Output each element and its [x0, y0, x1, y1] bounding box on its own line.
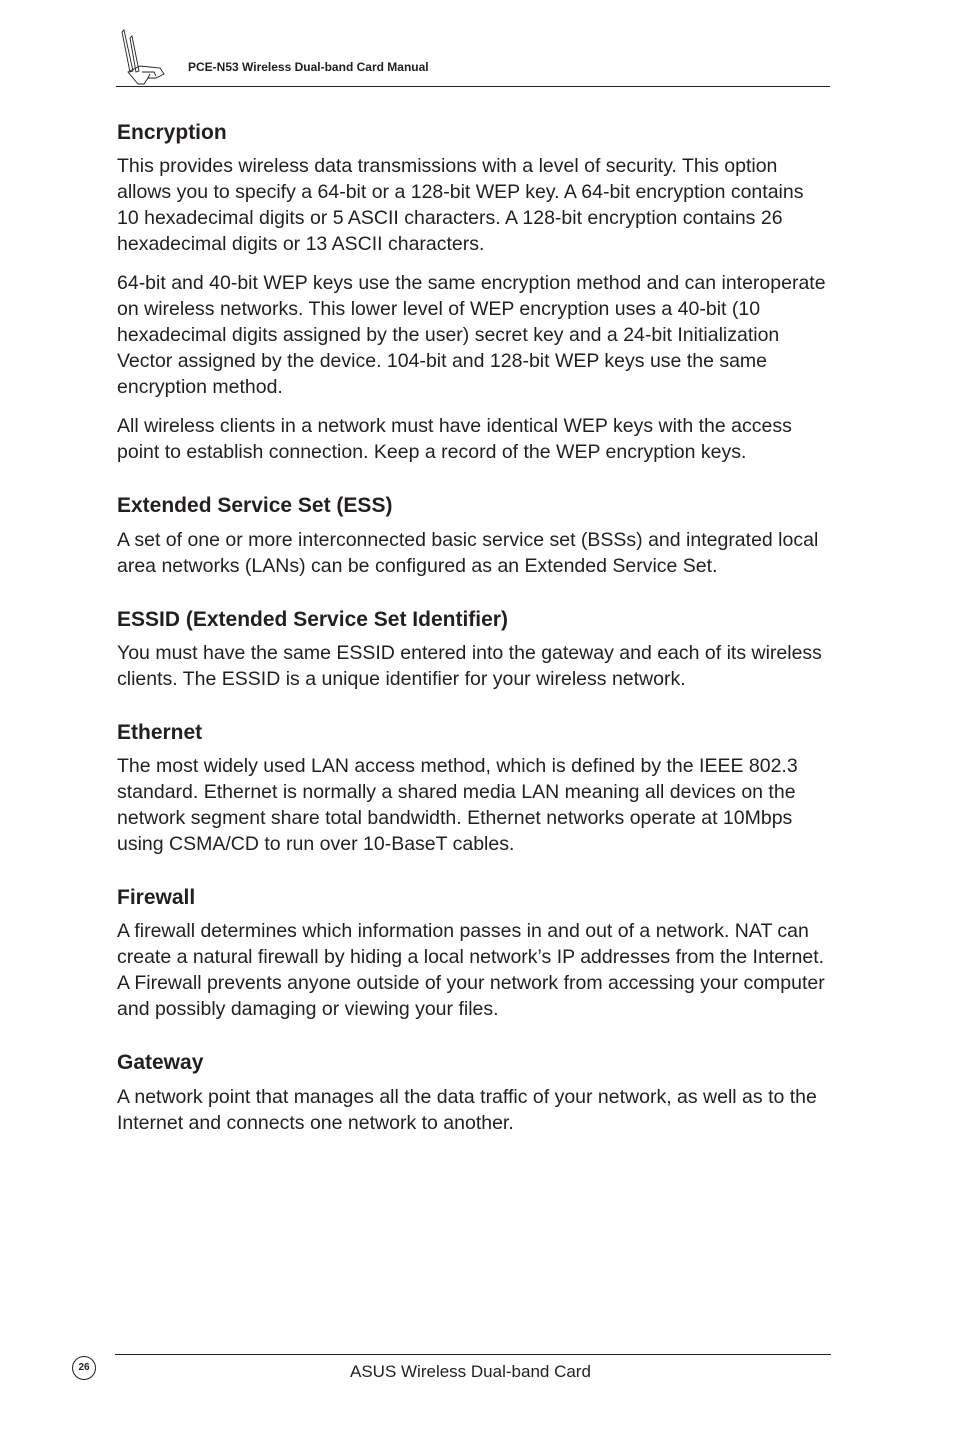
section-paragraph: A network point that manages all the data traffic of your network, as well as to the Internet and connects one network to another. [117, 1085, 817, 1134]
footer-title: ASUS Wireless Dual-band Card [350, 1362, 591, 1381]
header-title: PCE-N53 Wireless Dual-band Card Manual [188, 60, 429, 74]
section-paragraph: A firewall determines which information passes in and out of a network. NAT can create a natural firewall by hiding a local network’s IP addresses from the Internet. A Firewall prevents anyone outside of your network from accessing your computer and possibly damaging or viewing your files. [117, 920, 825, 1021]
section-heading: Gateway [117, 1051, 204, 1075]
footer-divider [115, 1354, 831, 1355]
glossary-content [117, 120, 829, 1164]
section-paragraph: All wireless clients in a network must have identical WEP keys with the access point to establish connection. Keep a record of the WEP encryption keys. [117, 415, 792, 464]
section-paragraph: 64-bit and 40-bit WEP keys use the same encryption method and can interoperate on wireless networks. This lower level of WEP encryption uses a 40-bit (10 hexadecimal digits assigned by the user) secret key and a 24-bit Initialization Vector assigned by the device. 104-bit and 128-bit WEP keys use the same encryption method. [117, 272, 826, 399]
section-paragraph: The most widely used LAN access method, which is defined by the IEEE 802.3 standard. Ethernet is normally a shared media LAN meaning all devices on the network segment share total bandwidth. Ethernet networks operate at 10Mbps using CSMA/CD to run over 10-BaseT cables. [117, 755, 798, 855]
section-heading: Encryption [117, 121, 227, 144]
section-paragraph: You must have the same ESSID entered into the gateway and each of its wireless clients. The ESSID is a unique identifier for your wireless network. [117, 641, 822, 690]
section-heading: Firewall [117, 886, 196, 909]
section-heading: Extended Service Set (ESS) [117, 494, 393, 518]
section-paragraph: A set of one or more interconnected basic service set (BSSs) and integrated local area networks (LANs) can be configured as an Extended Service Set. [117, 528, 819, 577]
section-extended-service-set [117, 493, 829, 578]
section-gateway [117, 1050, 829, 1135]
wireless-card-antenna-icon [118, 28, 166, 86]
section-paragraph: This provides wireless data transmissions with a level of security. This option allows you to specify a 64-bit or a 128-bit WEP key. A 64-bit encryption contains 10 hexadecimal digits or 5 ASCII characters. A 128-bit encryption contains 26 hexadecimal digits or 13 ASCII characters. [117, 155, 804, 256]
section-ethernet [117, 720, 829, 857]
page-header [116, 28, 830, 88]
section-firewall [117, 885, 829, 1022]
page-footer [70, 1350, 832, 1390]
page-number-badge: 26 [72, 1356, 96, 1380]
header-divider [116, 86, 830, 87]
section-essid [117, 607, 829, 692]
section-heading: ESSID (Extended Service Set Identifier) [117, 607, 508, 631]
section-encryption [117, 120, 829, 465]
section-heading: Ethernet [117, 720, 203, 744]
